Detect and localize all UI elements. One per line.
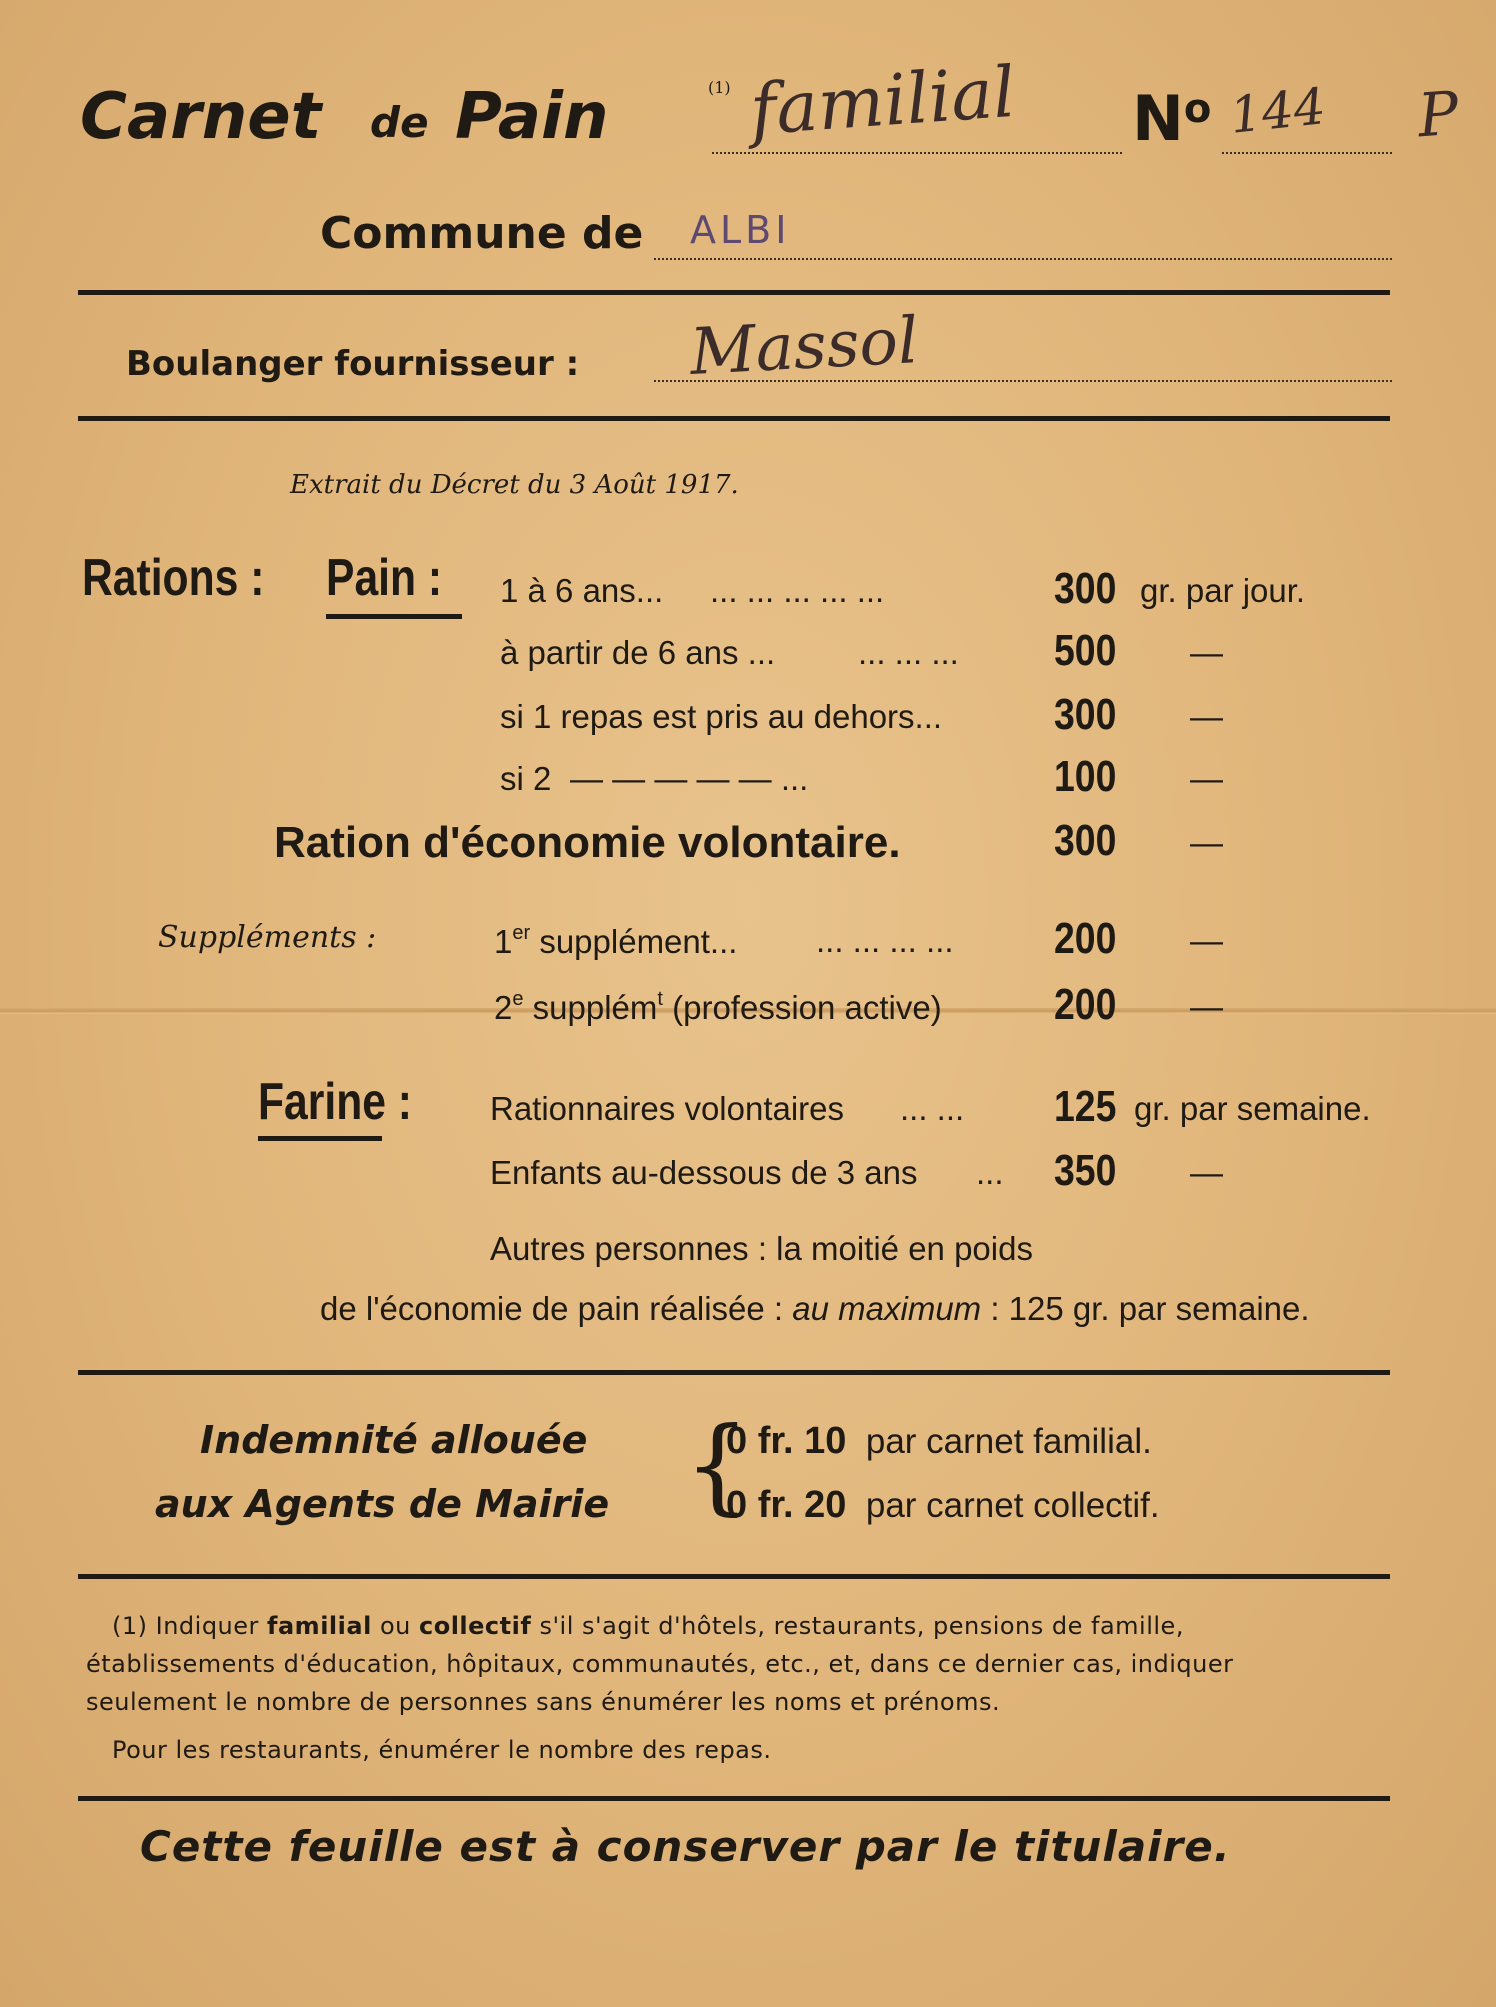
supplement-row-value: 200 — [1054, 980, 1117, 1029]
ration-row-unit: — — [1190, 760, 1223, 797]
supplement-row-unit: — — [1190, 922, 1223, 959]
decree-reference: Extrait du Décret du 3 Août 1917. — [290, 470, 739, 500]
farine-label: Farine : — [258, 1073, 413, 1131]
ration-row-label: à partir de 6 ans ... — [500, 634, 776, 671]
economie-value: 300 — [1054, 816, 1117, 865]
title-carnet: Carnet — [80, 80, 322, 154]
type-field-line — [712, 152, 1122, 154]
footnote-line4: Pour les restaurants, énumérer le nombre des repas. — [112, 1736, 772, 1764]
pain-underline — [326, 614, 462, 619]
economie-label: Ration d'économie volontaire. — [274, 818, 901, 867]
supplement-row-label: 1er supplément... — [494, 922, 738, 960]
footnote-line1: (1) Indiquer familial ou collectif s'il s'agit d'hôtels, restaurants, pensions de famille, — [112, 1612, 1184, 1640]
farine-underline — [258, 1136, 382, 1141]
ration-row-dots: ... ... ... — [858, 634, 959, 671]
title-pain: Pain — [455, 80, 609, 154]
supplement-row-unit: — — [1190, 988, 1223, 1025]
divider — [78, 1370, 1390, 1375]
supplements-label: Suppléments : — [158, 920, 377, 955]
farine-row-dots: ... ... — [900, 1090, 965, 1127]
number-suffix: P — [1415, 78, 1461, 152]
boulanger-label: Boulanger fournisseur : — [126, 344, 580, 384]
divider — [78, 290, 1390, 295]
number-label: $N^o$ — [1132, 82, 1212, 155]
farine-row-label: Enfants au-dessous de 3 ans — [490, 1154, 918, 1191]
commune-label: Commune de — [320, 208, 644, 259]
economie-unit: — — [1190, 824, 1223, 861]
farine-row-unit: gr. par semaine. — [1134, 1090, 1371, 1127]
farine-row-label: Rationnaires volontaires — [490, 1090, 845, 1127]
number-field-value: 144 — [1227, 77, 1329, 145]
title-footnote-marker: (1) — [708, 78, 731, 97]
indemnite-row: 0 fr. 20 par carnet collectif. — [726, 1484, 1160, 1526]
commune-field-line — [654, 258, 1392, 260]
closing-notice: Cette feuille est à conserver par le titulaire. — [140, 1822, 1231, 1871]
ration-row-value: 500 — [1054, 626, 1117, 675]
ration-row-value: 100 — [1054, 752, 1117, 801]
ration-row-label: si 1 repas est pris au dehors... — [500, 698, 943, 735]
rations-label: Rations : — [82, 549, 265, 607]
farine-row-unit: — — [1190, 1154, 1223, 1191]
ration-row-value: 300 — [1054, 564, 1117, 613]
commune-stamp-value: ALBI — [690, 208, 791, 252]
supplement-row-dots: ... ... ... ... — [816, 922, 954, 959]
ration-row-unit: — — [1190, 698, 1223, 735]
footnote-line2: établissements d'éducation, hôpitaux, communautés, etc., et, dans ce dernier cas, indiquer — [86, 1650, 1234, 1678]
indemnite-line2: aux Agents de Mairie — [155, 1482, 610, 1526]
pain-label: Pain : — [326, 549, 443, 607]
ration-row-label: si 2 — [500, 760, 552, 797]
farine-autres-line2: de l'économie de pain réalisée : au maximum : 125 gr. par semaine. — [320, 1290, 1310, 1327]
farine-row-value: 350 — [1054, 1146, 1117, 1195]
farine-row-dots: ... — [976, 1154, 1004, 1191]
ration-row-dots: — — — — — ... — [570, 760, 809, 797]
supplement-row-value: 200 — [1054, 914, 1117, 963]
ration-row-unit: gr. par jour. — [1140, 572, 1306, 609]
title-de: de — [370, 98, 429, 147]
number-field-line — [1222, 152, 1392, 154]
divider — [78, 416, 1390, 421]
ration-row-dots: ... ... ... ... ... — [710, 572, 885, 609]
footnote-line3: seulement le nombre de personnes sans énumérer les noms et prénoms. — [86, 1688, 1001, 1716]
divider — [78, 1574, 1390, 1579]
ration-row-unit: — — [1190, 634, 1223, 671]
ration-row-label: 1 à 6 ans... — [500, 572, 664, 609]
type-field-value: familial — [747, 50, 1018, 152]
boulanger-field-value: Massol — [688, 304, 921, 390]
ration-row-value: 300 — [1054, 690, 1117, 739]
farine-row-value: 125 — [1054, 1082, 1117, 1131]
farine-autres-line1: Autres personnes : la moitié en poids — [490, 1230, 1033, 1267]
brace-glyph: { — [684, 1404, 751, 1526]
supplement-row-label: 2e supplém$^t$ (profession active) — [494, 988, 942, 1026]
indemnite-line1: Indemnité allouée — [200, 1418, 588, 1462]
divider — [78, 1796, 1390, 1801]
indemnite-row: 0 fr. 10 par carnet familial. — [726, 1420, 1152, 1462]
